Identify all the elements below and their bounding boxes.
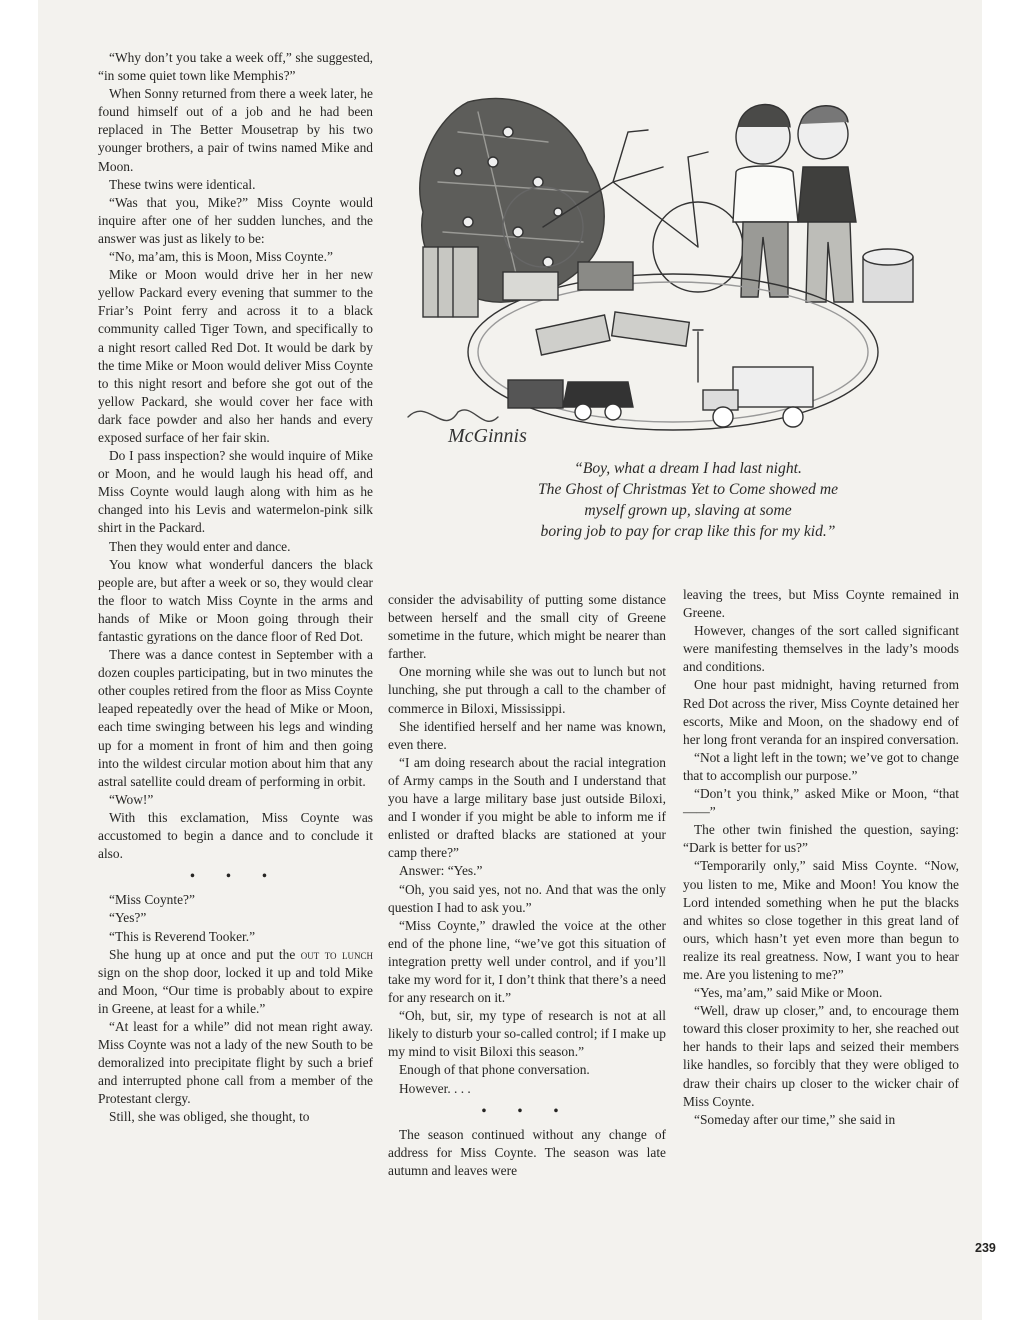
paragraph: The season continued without any change of address for Miss Coynte. The season was late autumn and leaves were xyxy=(388,1126,666,1178)
paragraph: You know what wonderful dancers the black people are, but after a week or so, they would clear the floor to watch Miss Coynte in the arms and hands of Mike or Moon going through their fantastic gyrations on the dance floor of Red Dot. xyxy=(98,556,373,644)
caption-line: boring job to pay for crap like this for my kid.” xyxy=(540,523,836,540)
text-column-left xyxy=(98,49,373,1127)
text-run: sign on the shop door, locked it up and told Mike and Moon, “Our time is probably about to expire in Greene, at least for a while.” xyxy=(98,964,373,1016)
paragraph: Answer: “Yes.” xyxy=(399,863,483,879)
paragraph: “Don’t you think,” asked Mike or Moon, “that——” xyxy=(683,786,959,820)
toy-locomotive xyxy=(563,382,633,407)
paragraph: “Temporarily only,” said Miss Coynte. “Now, you listen to me, Mike and Moon! You know the Lord intended something when he put the blacks and whites so close together in this great land of ours, which hasn’t yet even more than begun to realize its real greatness. Now, I want you to hear me. Are you listening to me?” xyxy=(683,858,959,982)
text-column-right xyxy=(683,586,959,1129)
paragraph: “Wow!” xyxy=(109,791,154,807)
paragraph: Enough of that phone conversation. xyxy=(399,1062,590,1078)
paragraph: Still, she was obliged, she thought, to xyxy=(109,1109,310,1125)
paragraph: “This is Reverend Tooker.” xyxy=(109,928,256,944)
boy-right-body xyxy=(798,167,856,222)
caption-line: The Ghost of Christmas Yet to Come showed me xyxy=(537,481,839,498)
paragraph: “Oh, you said yes, not no. And that was the only question I had to ask you.” xyxy=(388,881,666,915)
paragraph: One morning while she was out to lunch but not lunching, she put through a call to the chamber of commerce in Biloxi, Mississippi. xyxy=(388,664,666,716)
paragraph: When Sonny returned from there a week later, he found himself out of a job and he had been replaced in The Better Mousetrap by his two younger brothers, a pair of twins named Mike and Moon. xyxy=(98,86,373,174)
paragraph: leaving the trees, but Miss Coynte remained in Greene. xyxy=(683,587,959,621)
page-number: 239 xyxy=(975,1241,996,1255)
text-column-middle xyxy=(388,591,666,1180)
paragraph: “No, ma’am, this is Moon, Miss Coynte.” xyxy=(109,249,333,265)
boy-left-body xyxy=(733,166,798,222)
paragraph: With this exclamation, Miss Coynte was accustomed to begin a dance and to conclude it also. xyxy=(98,809,373,862)
toy-train-car xyxy=(536,315,610,355)
paragraph: consider the advisability of putting some distance between herself and the small city of Greene sometime in the future, which might be nearer than farther. xyxy=(388,592,666,662)
artist-signature: McGinnis xyxy=(448,425,527,447)
paragraph: These twins were identical. xyxy=(109,176,256,192)
paragraph: Then they would enter and dance. xyxy=(109,538,291,554)
small-caps-run: out to lunch xyxy=(300,946,373,962)
paragraph: However, changes of the sort called significant were manifesting themselves in the lady’s moods and conditions. xyxy=(683,623,959,675)
paragraph: “Someday after our time,” she said in xyxy=(694,1111,896,1127)
christmas-cartoon-illustration xyxy=(398,72,968,477)
toy-truck xyxy=(733,367,813,407)
magazine-page xyxy=(38,0,996,1320)
paragraph: Mike or Moon would drive her in her new yellow Packard every evening that summer to the Friar’s Point ferry and across it to a black community called Tiger Town, and specifically to a night resort called Red Dot. It would be dark by the time Mike or Moon would deliver Miss Coynte to this night resort and before she got out of the yellow Packard, she would cover her face with dark face powder and also her hands and every exposed surface of her fair skin. xyxy=(98,267,373,445)
paragraph xyxy=(98,946,373,1018)
paragraph: “Why don’t you take a week off,” she suggested, “in some quiet town like Memphis?” xyxy=(98,50,373,84)
paragraph: Do I pass inspection? she would inquire of Mike or Moon, and he would laugh his head off, and Miss Coynte would laugh along with him as he changed into his Levis and watermelon-pink silk shirt in the Packard. xyxy=(98,448,373,536)
paragraph: She identified herself and her name was known, even there. xyxy=(388,718,666,752)
section-break: • • • xyxy=(190,868,281,884)
section-break: • • • xyxy=(481,1102,573,1118)
caption-line: myself grown up, slaving at some xyxy=(584,502,792,519)
paragraph: “Was that you, Mike?” Miss Coynte would inquire after one of her sudden lunches, and the answer was just as likely to be: xyxy=(98,194,373,246)
paragraph: One hour past midnight, having returned from Red Dot across the river, Miss Coynte detained her escorts, Mike and Moon, on the shadowy end of her long front veranda for an inspired conversation. xyxy=(683,677,959,747)
text-run: She hung up at once and put the xyxy=(109,946,301,962)
paragraph: “Oh, but, sir, my type of research is not at all likely to disturb your so-called control; if I make up my mind to visit Biloxi this season.” xyxy=(388,1008,666,1060)
cartoon-caption xyxy=(443,458,933,542)
paragraph: “Yes, ma’am,” said Mike or Moon. xyxy=(694,985,883,1001)
paragraph: “Yes?” xyxy=(109,910,147,926)
paragraph: However. . . . xyxy=(399,1080,471,1096)
paragraph: “Miss Coynte?” xyxy=(109,892,195,908)
paragraph: The other twin finished the question, saying: “Dark is better for us?” xyxy=(683,822,959,856)
paragraph: “Not a light left in the town; we’ve got to change that to accomplish our purpose.” xyxy=(683,749,959,783)
paragraph: “Well, draw up closer,” and, to encourage them toward this closer proximity to her, she reached out her hands to their laps and seized their members like handles, so forcibly that they were obliged to draw their chairs up closer to the wicker chair of Miss Coynte. xyxy=(683,1003,959,1109)
paragraph: “At least for a while” did not mean right away. Miss Coynte was not a lady of the new South to be demoralized into precipitate flight by such a brief and interrupted phone call from a member of the Protestant clergy. xyxy=(98,1018,373,1107)
caption-line: “Boy, what a dream I had last night. xyxy=(574,460,802,477)
paragraph: “I am doing research about the racial integration of Army camps in the South and I understand that you have a large military base just outside Biloxi, and I wonder if you might be able to inform me if enlisted or drafted blacks are stationed at your camp there?” xyxy=(388,754,666,861)
paragraph: “Miss Coynte,” drawled the voice at the other end of the phone line, “we’ve got this situation of integration pretty well under control, and if you’ll take my word for it, I don’t think that there’s a need for any research on it.” xyxy=(388,917,666,1006)
paragraph: There was a dance contest in September with a dozen couples participating, but in two minutes the other couples retired from the floor as Miss Coynte leaped repeatedly over the head of Mike or Moon, each time swinging between his legs and winding up for a moment in front of him and then going into the wildest circular motion about him that any astral satellite could dream of performing in orbit. xyxy=(98,647,373,789)
